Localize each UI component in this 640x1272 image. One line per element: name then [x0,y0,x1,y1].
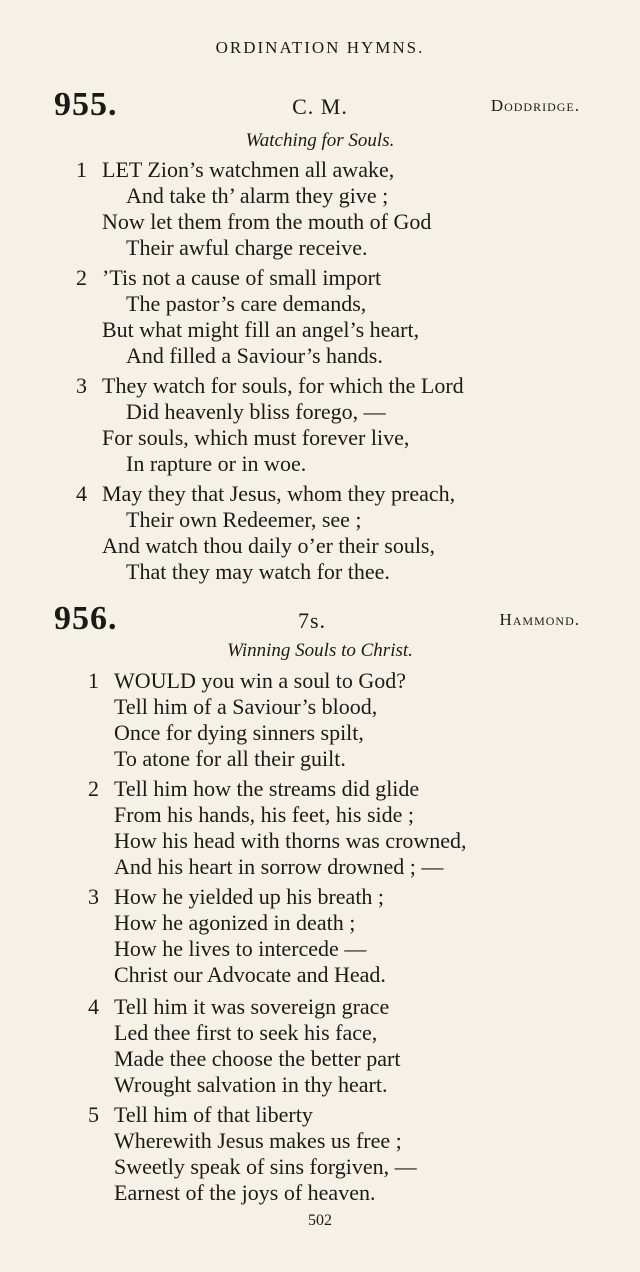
verse-line: Their awful charge receive. [126,235,368,260]
verse-line: Now let them from the mouth of God [102,209,432,234]
hymn-author: Hammond. [499,610,580,629]
verse-956-4 [0,994,640,1098]
verse-number: 4 [76,481,87,506]
hymn-meter: 7s. [298,608,327,633]
hymn-subtitle: Watching for Souls. [245,130,395,151]
verse-number: 3 [76,373,87,398]
page-number: 502 [308,1212,332,1229]
verse-line: WOULD you win a soul to God? [114,668,407,693]
verse-number: 3 [88,884,99,909]
verse-number: 1 [88,668,99,693]
verse-956-2 [0,776,640,880]
verse-line: Christ our Advocate and Head. [114,962,386,987]
verse-line: And filled a Saviour’s hands. [126,343,383,368]
verse-line: But what might fill an angel’s heart, [102,317,420,342]
verse-line: To atone for all their guilt. [114,746,346,771]
hymn-subtitle: Winning Souls to Christ. [227,640,413,661]
verse-line: Once for dying sinners spilt, [114,720,364,745]
verse-line: Their own Redeemer, see ; [126,507,362,532]
verse-line: For souls, which must forever live, [102,425,410,450]
verse-line: And take th’ alarm they give ; [126,183,389,208]
verse-line: In rapture or in woe. [126,451,307,476]
verse-line: Sweetly speak of sins forgiven, — [114,1154,417,1179]
verse-line: Earnest of the joys of heaven. [114,1180,376,1205]
hymn-number: 956. [54,600,118,637]
verse-956-3 [0,884,640,988]
verse-line: Tell him how the streams did glide [114,776,420,801]
verse-number: 1 [76,157,87,182]
verse-956-5 [0,1102,640,1206]
verse-955-2 [0,265,640,369]
verse-number: 2 [88,776,99,801]
hymn-number: 955. [54,86,118,123]
verse-line: Wherewith Jesus makes us free ; [114,1128,402,1153]
verse-line: Did heavenly bliss forego, — [126,399,386,424]
verse-line: LET Zion’s watchmen all awake, [102,157,395,182]
verse-line: May they that Jesus, whom they preach, [102,481,456,506]
verse-line: From his hands, his feet, his side ; [114,802,415,827]
verse-line: They watch for souls, for which the Lord [102,373,464,398]
verse-line: Tell him of that liberty [114,1102,313,1127]
verse-line: Wrought salvation in thy heart. [114,1072,388,1097]
hymn-header-955 [0,86,640,126]
running-head: ORDINATION HYMNS. [215,38,425,57]
verse-line: Tell him of a Saviour’s blood, [114,694,378,719]
hymn-header-956 [0,600,640,640]
verse-line: How he agonized in death ; [114,910,356,935]
verse-number: 4 [88,994,99,1019]
verse-line: How his head with thorns was crowned, [114,828,467,853]
verse-number: 2 [76,265,87,290]
verse-line: Made thee choose the better part [114,1046,401,1071]
verse-956-1 [0,668,640,772]
verse-number: 5 [88,1102,99,1127]
verse-line: Tell him it was sovereign grace [114,994,390,1019]
verse-955-1 [0,157,640,261]
verse-line: The pastor’s care demands, [126,291,367,316]
hymn-author: Doddridge. [490,96,580,115]
verse-955-3 [0,373,640,477]
verse-line: That they may watch for thee. [126,559,390,584]
verse-line: And watch thou daily o’er their souls, [102,533,435,558]
verse-line: ’Tis not a cause of small import [102,265,382,290]
verse-line: How he yielded up his breath ; [114,884,385,909]
verse-line: And his heart in sorrow drowned ; — [114,854,444,879]
verse-line: Led thee first to seek his face, [114,1020,378,1045]
verse-955-4 [0,481,640,585]
hymn-meter: C. M. [292,94,348,119]
verse-line: How he lives to intercede — [114,936,367,961]
